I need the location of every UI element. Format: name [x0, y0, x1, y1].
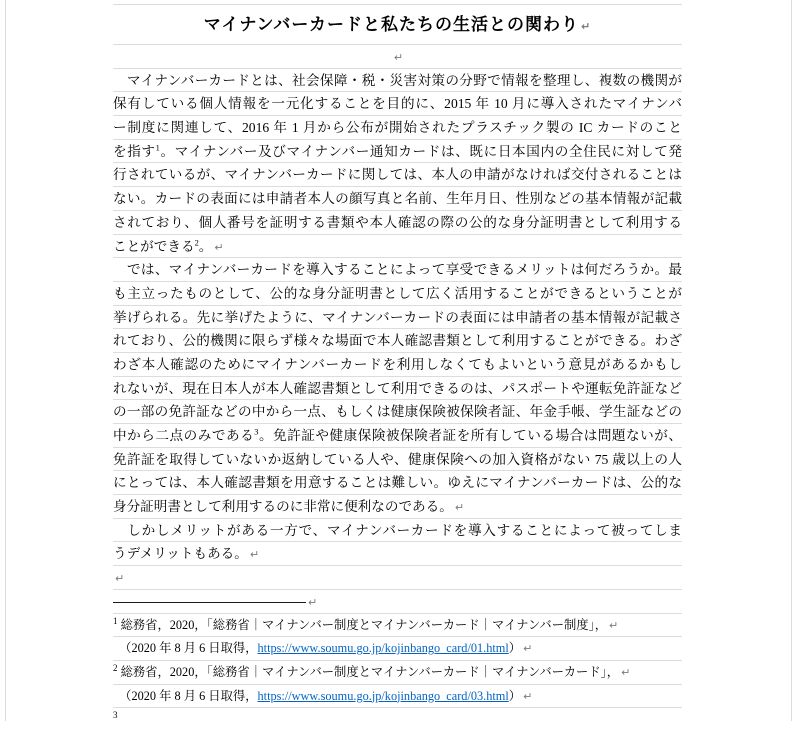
- footnote-reference: 2: [113, 662, 118, 673]
- text-line-row: [113, 518, 682, 542]
- text-grid: [113, 4, 682, 731]
- text-segment: わざ本人確認のためにマイナンバーカードを利用しなくてもよいという意見があるかもし: [113, 356, 682, 372]
- text-line-row: [113, 162, 682, 186]
- text-line-row: [113, 186, 682, 210]
- footnote-url-link[interactable]: https://www.soumu.go.jp/kojinbango_card/01.html: [257, 641, 509, 656]
- footnote-reference: 3: [113, 710, 118, 721]
- text-segment: 。: [198, 238, 213, 254]
- text-segment: うデメリットもある。: [113, 546, 248, 562]
- pilcrow-mark: ↵: [454, 501, 465, 515]
- text-line-row: [113, 210, 682, 234]
- footnote-separator-row: [113, 589, 682, 613]
- text-line-row: [113, 423, 682, 447]
- footnote-separator-line: [113, 602, 306, 603]
- text-segment: マイナンバーカードとは、社会保障・税・災害対策の分野で情報を整理し、複数の機関が: [113, 72, 682, 88]
- pilcrow-mark: ↵: [115, 572, 125, 586]
- text-segment: 保有している個人情報を一元化することを目的に、2015 年 10 月に導入されたマイナンバ: [113, 96, 682, 112]
- text-segment: れないが、現在日本人が本人確認書類として利用できるのは、パスポートや運転免許証など: [113, 380, 682, 396]
- text-segment: （2020 年 8 月 6 日取得，: [113, 641, 258, 656]
- text-line-row: [113, 44, 682, 68]
- text-segment: ことができる: [113, 238, 195, 254]
- text-line-row: [113, 494, 682, 518]
- pilcrow-mark: ↵: [581, 20, 592, 33]
- text-segment: 。マイナンバー及びマイナンバー通知カードは、既に日本国内の全住民に対して発: [159, 143, 682, 159]
- text-segment: れており、公的機関に限らず様々な場面で本人確認書類として利用することができる。わざ: [113, 333, 682, 349]
- footnote-reference: 1: [155, 142, 160, 153]
- pilcrow-mark: ↵: [621, 665, 631, 679]
- text-segment: 総務省，2020，「総務省｜マイナンバー制度とマイナンバーカード｜マイナンバー制度」，: [117, 617, 608, 632]
- footnote-reference: 1: [113, 615, 118, 626]
- text-segment: ）: [508, 641, 522, 656]
- text-segment: 行されているが、マイナンバーカードに関しては、本人の申請がなければ交付されることは: [113, 167, 682, 183]
- text-segment: されており、個人番号を証明する書類や本人確認の際の公的な身分証明書として利用する: [113, 214, 682, 230]
- footnote-line: [113, 684, 682, 708]
- page-title: マイナンバーカードと私たちの生活との関わり: [203, 15, 580, 34]
- text-line-row: [113, 328, 682, 352]
- text-segment: （2020 年 8 月 6 日取得，: [113, 688, 258, 703]
- footnote-line: [113, 613, 682, 637]
- text-line-row: [113, 399, 682, 423]
- text-line-row: [113, 305, 682, 329]
- footnote-line: [113, 707, 682, 731]
- footnote-url-link[interactable]: https://www.soumu.go.jp/kojinbango_card/03.html: [257, 688, 509, 703]
- text-line-row: [113, 139, 682, 163]
- footnote-reference: 3: [254, 426, 259, 437]
- text-line-row: [113, 91, 682, 115]
- document-title-row: [113, 4, 682, 44]
- text-segment: ない。カードの表面には申請者本人の顔写真と名前、生年月日、性別などの基本情報が記載: [113, 191, 682, 207]
- text-segment: を指す: [113, 143, 156, 159]
- text-line-row: [113, 565, 682, 589]
- text-segment: ー制度に関連して、2016 年 1 月から公布が開始されたプラスチック製の IC カードのこと: [113, 120, 682, 136]
- text-line-row: [113, 376, 682, 400]
- pilcrow-mark: ↵: [214, 240, 224, 254]
- pilcrow-mark: ↵: [523, 689, 533, 703]
- text-line-row: [113, 470, 682, 494]
- text-line-row: [113, 447, 682, 471]
- footnote-block: [113, 613, 682, 731]
- document-page: [5, 0, 792, 721]
- text-line-row: [113, 68, 682, 92]
- pilcrow-mark: ↵: [609, 618, 619, 632]
- text-segment: 。免許証や健康保険被保険者証を所有している場合は問題ないが、: [258, 428, 682, 443]
- text-line-row: [113, 234, 682, 258]
- text-line-row: [113, 541, 682, 565]
- text-segment: しかしメリットがある一方で、マイナンバーカードを導入することによって被ってしま: [113, 522, 682, 538]
- body-text-block: [113, 44, 682, 589]
- text-line-row: [113, 281, 682, 305]
- text-line-row: [113, 352, 682, 376]
- text-segment: ）: [508, 688, 522, 703]
- pilcrow-mark: ↵: [523, 642, 533, 656]
- footnote-line: [113, 636, 682, 660]
- text-line-row: [113, 115, 682, 139]
- text-segment: 中から二点のみである: [113, 428, 255, 443]
- pilcrow-mark: ↵: [249, 548, 260, 562]
- text-segment: にとっては、本人確認書類を用意することは難しい。ゆえにマイナンバーカードは、公的な: [113, 475, 682, 491]
- pilcrow-mark: ↵: [393, 51, 404, 64]
- pilcrow-mark: ↵: [308, 595, 318, 609]
- text-segment: 身分証明書として利用するのに非常に便利なのである。: [113, 499, 453, 515]
- text-segment: の一部の免許証などの中から一点、もしくは健康保険被保険者証、年金手帳、学生証などの: [113, 404, 682, 420]
- text-segment: では、マイナンバーカードを導入することによって享受できるメリットは何だろうか。最: [113, 262, 682, 278]
- text-line-row: [113, 257, 682, 281]
- text-segment: も主立ったものとして、公的な身分証明書として広く活用することができるということが: [113, 285, 682, 301]
- footnote-line: [113, 660, 682, 684]
- footnote-reference: 2: [194, 236, 199, 247]
- text-segment: 挙げられる。先に挙げたように、マイナンバーカードの表面には申請者の基本情報が記載さ: [113, 309, 682, 325]
- text-segment: 免許証を取得していないか返納している人や、健康保険への加入資格がない 75 歳以上の人: [113, 451, 682, 467]
- text-segment: 総務省，2020，「総務省｜マイナンバー制度とマイナンバーカード｜マイナンバーカード」，: [117, 664, 620, 679]
